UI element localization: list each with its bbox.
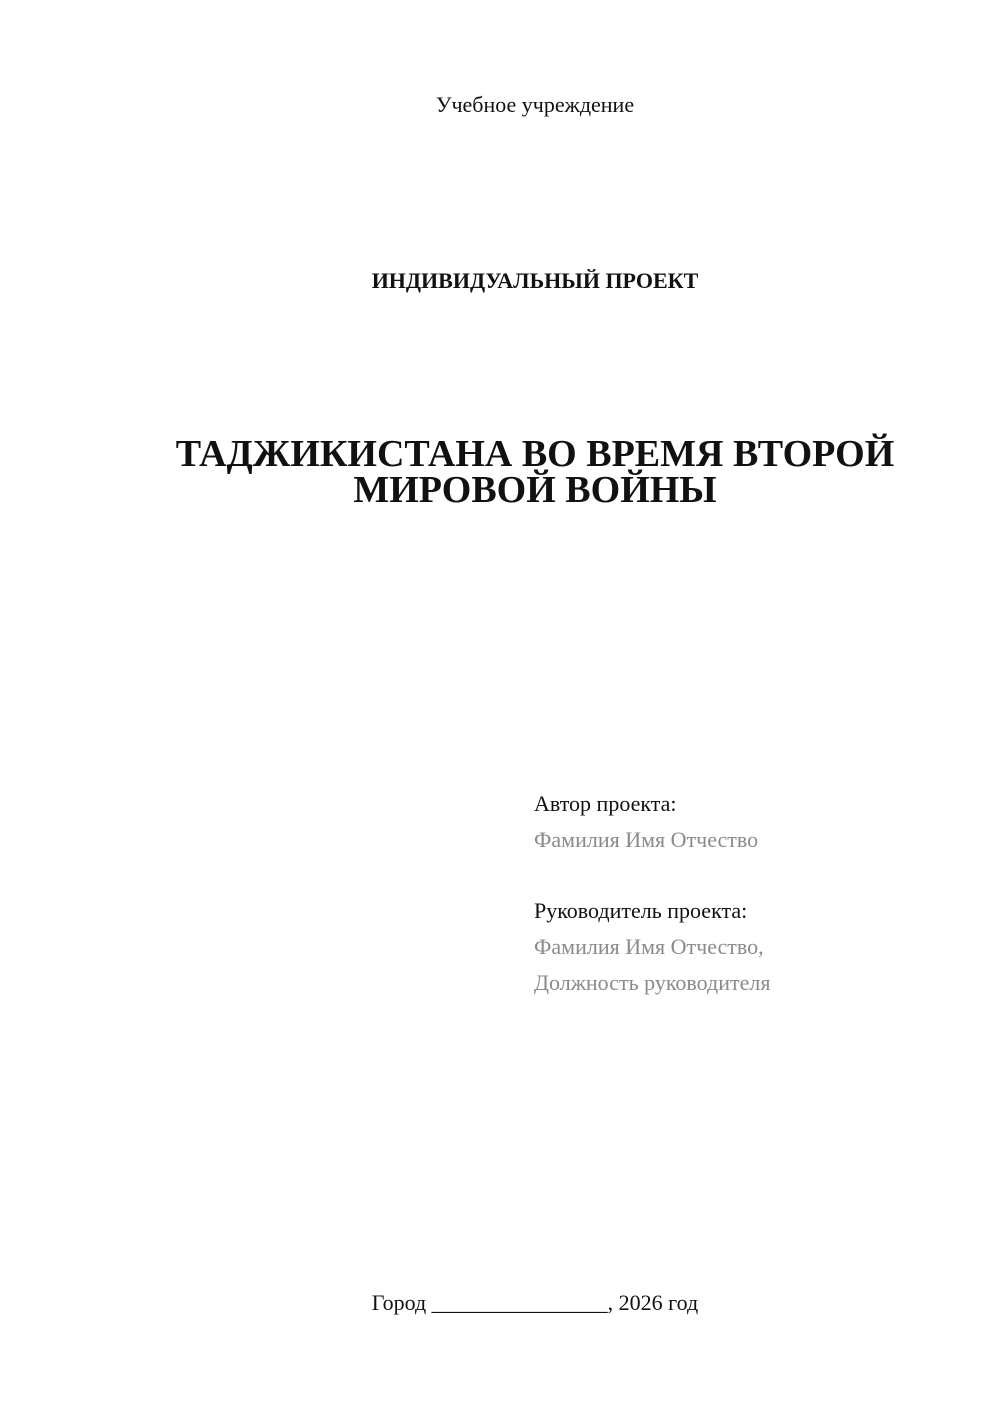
project-title-line-1: ТАДЖИКИСТАНА ВО ВРЕМЯ ВТОРОЙ — [175, 433, 895, 475]
institution-name: Учебное учреждение — [435, 92, 635, 117]
author-block — [534, 786, 974, 858]
supervisor-label: Руководитель проекта: — [534, 898, 748, 923]
author-label: Автор проекта: — [534, 791, 677, 816]
supervisor-position: Должность руководителя — [534, 970, 771, 995]
project-title — [0, 433, 1000, 511]
author-name: Фамилия Имя Отчество — [534, 827, 759, 852]
supervisor-name: Фамилия Имя Отчество, — [534, 934, 764, 959]
city-year-line: Город ________________, 2026 год — [371, 1290, 699, 1315]
project-type-heading: ИНДИВИДУАЛЬНЫЙ ПРОЕКТ — [371, 268, 699, 293]
supervisor-block — [534, 893, 974, 1001]
project-title-line-2: МИРОВОЙ ВОЙНЫ — [353, 469, 717, 511]
